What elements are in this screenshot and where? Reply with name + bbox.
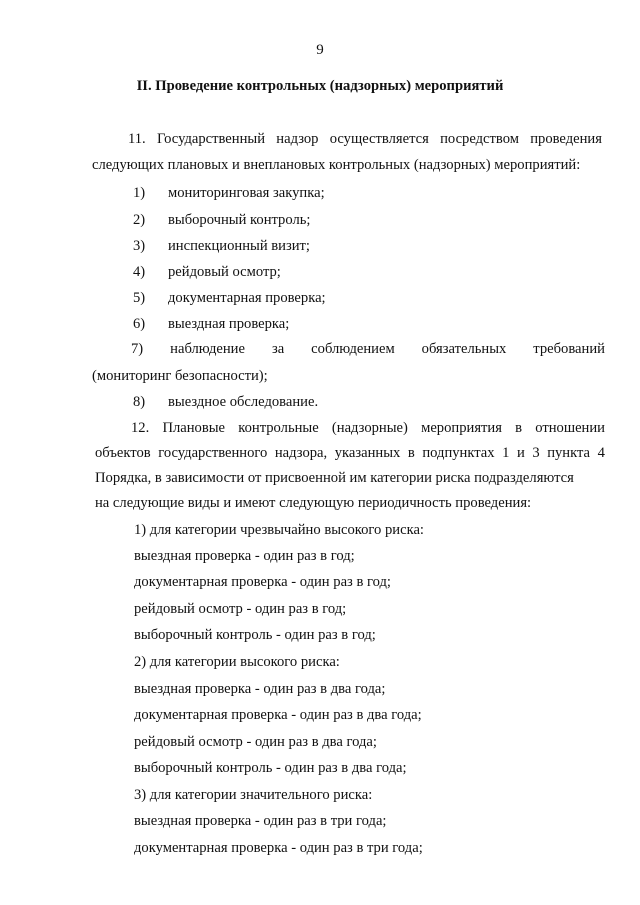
p12-word: 1 bbox=[502, 445, 510, 461]
p12-word: (надзорные) bbox=[331, 420, 408, 436]
schedule-line: выездная проверка - один раз в три года; bbox=[134, 813, 387, 829]
p12-line-3: Порядка, в зависимости от присвоенной им категории риска подразделяются bbox=[95, 470, 574, 486]
p12-word: подпунктах bbox=[422, 445, 495, 461]
item-text: инспекционный визит; bbox=[168, 238, 310, 254]
p12-word: указанных bbox=[334, 445, 401, 461]
item7-word: соблюдением bbox=[311, 341, 395, 357]
p12-line-2 bbox=[95, 444, 605, 462]
page-number: 9 bbox=[316, 42, 324, 58]
p11-line-1 bbox=[128, 130, 602, 148]
schedule-line: выездная проверка - один раз в год; bbox=[134, 548, 355, 564]
p12-word: надзора, bbox=[274, 445, 328, 461]
item7-word: наблюдение bbox=[170, 341, 245, 357]
p11-word: надзор bbox=[276, 131, 319, 147]
p12-word: отношении bbox=[535, 420, 605, 436]
p12-word: в bbox=[407, 445, 415, 461]
schedule-line: рейдовый осмотр - один раз в два года; bbox=[134, 734, 377, 750]
p11-word: осуществляется bbox=[329, 131, 429, 147]
schedule-line: документарная проверка - один раз в год; bbox=[134, 574, 391, 590]
item-number: 6) bbox=[133, 316, 146, 332]
item-text: выездное обследование. bbox=[168, 394, 319, 410]
item7-word: за bbox=[271, 341, 285, 357]
p11-word: проведения bbox=[530, 131, 602, 147]
item-number: 2) bbox=[133, 212, 146, 228]
item-number: 8) bbox=[133, 394, 146, 410]
schedule-line: рейдовый осмотр - один раз в год; bbox=[134, 601, 347, 617]
p12-word: 12. bbox=[131, 420, 150, 436]
schedule-line: выездная проверка - один раз в два года; bbox=[134, 681, 386, 697]
item7-word: 7) bbox=[131, 341, 144, 357]
item-text: мониторинговая закупка; bbox=[168, 185, 325, 201]
p11-word: посредством bbox=[440, 131, 519, 147]
schedule-line: документарная проверка - один раз в два года; bbox=[134, 707, 422, 723]
schedule-line: выборочный контроль - один раз в год; bbox=[134, 627, 376, 643]
p12-word: и bbox=[516, 445, 525, 461]
p12-word: объектов bbox=[95, 445, 151, 461]
item-text: выездная проверка; bbox=[168, 316, 290, 332]
schedule-line: документарная проверка - один раз в три года; bbox=[134, 840, 423, 856]
p12-line-4: на следующие виды и имеют следующую периодичность проведения: bbox=[95, 495, 532, 511]
p12-word: мероприятия bbox=[421, 420, 502, 436]
item-number: 4) bbox=[133, 264, 146, 280]
item7-word: обязательных bbox=[421, 341, 507, 357]
item-text: документарная проверка; bbox=[168, 290, 326, 306]
item-7-line-2: (мониторинг безопасности); bbox=[92, 368, 268, 384]
p12-word: Плановые bbox=[162, 420, 226, 436]
p12-word: контрольные bbox=[238, 420, 319, 436]
schedule-line: 1) для категории чрезвычайно высокого риска: bbox=[134, 522, 424, 538]
p12-word: государственного bbox=[158, 445, 268, 461]
item-7-line-1 bbox=[131, 340, 605, 358]
schedule-line: выборочный контроль - один раз в два года; bbox=[134, 760, 407, 776]
p11-line-2: следующих плановых и внеплановых контрольных (надзорных) мероприятий: bbox=[92, 157, 581, 173]
p11-word: 11. bbox=[128, 131, 146, 147]
p12-line-1 bbox=[131, 419, 605, 437]
item-text: выборочный контроль; bbox=[168, 212, 311, 228]
p11-word: Государственный bbox=[156, 131, 266, 147]
p12-word: 4 bbox=[597, 445, 605, 461]
item7-word: требований bbox=[533, 341, 605, 357]
section-title: II. Проведение контрольных (надзорных) мероприятий bbox=[136, 78, 504, 94]
item-number: 3) bbox=[133, 238, 146, 254]
p12-word: 3 bbox=[532, 445, 540, 461]
p12-word: пункта bbox=[547, 445, 591, 461]
item-number: 1) bbox=[133, 185, 146, 201]
schedule-line: 3) для категории значительного риска: bbox=[134, 787, 373, 803]
item-number: 5) bbox=[133, 290, 146, 306]
p12-word: в bbox=[515, 420, 523, 436]
item-text: рейдовый осмотр; bbox=[168, 264, 281, 280]
schedule-line: 2) для категории высокого риска: bbox=[134, 654, 340, 670]
